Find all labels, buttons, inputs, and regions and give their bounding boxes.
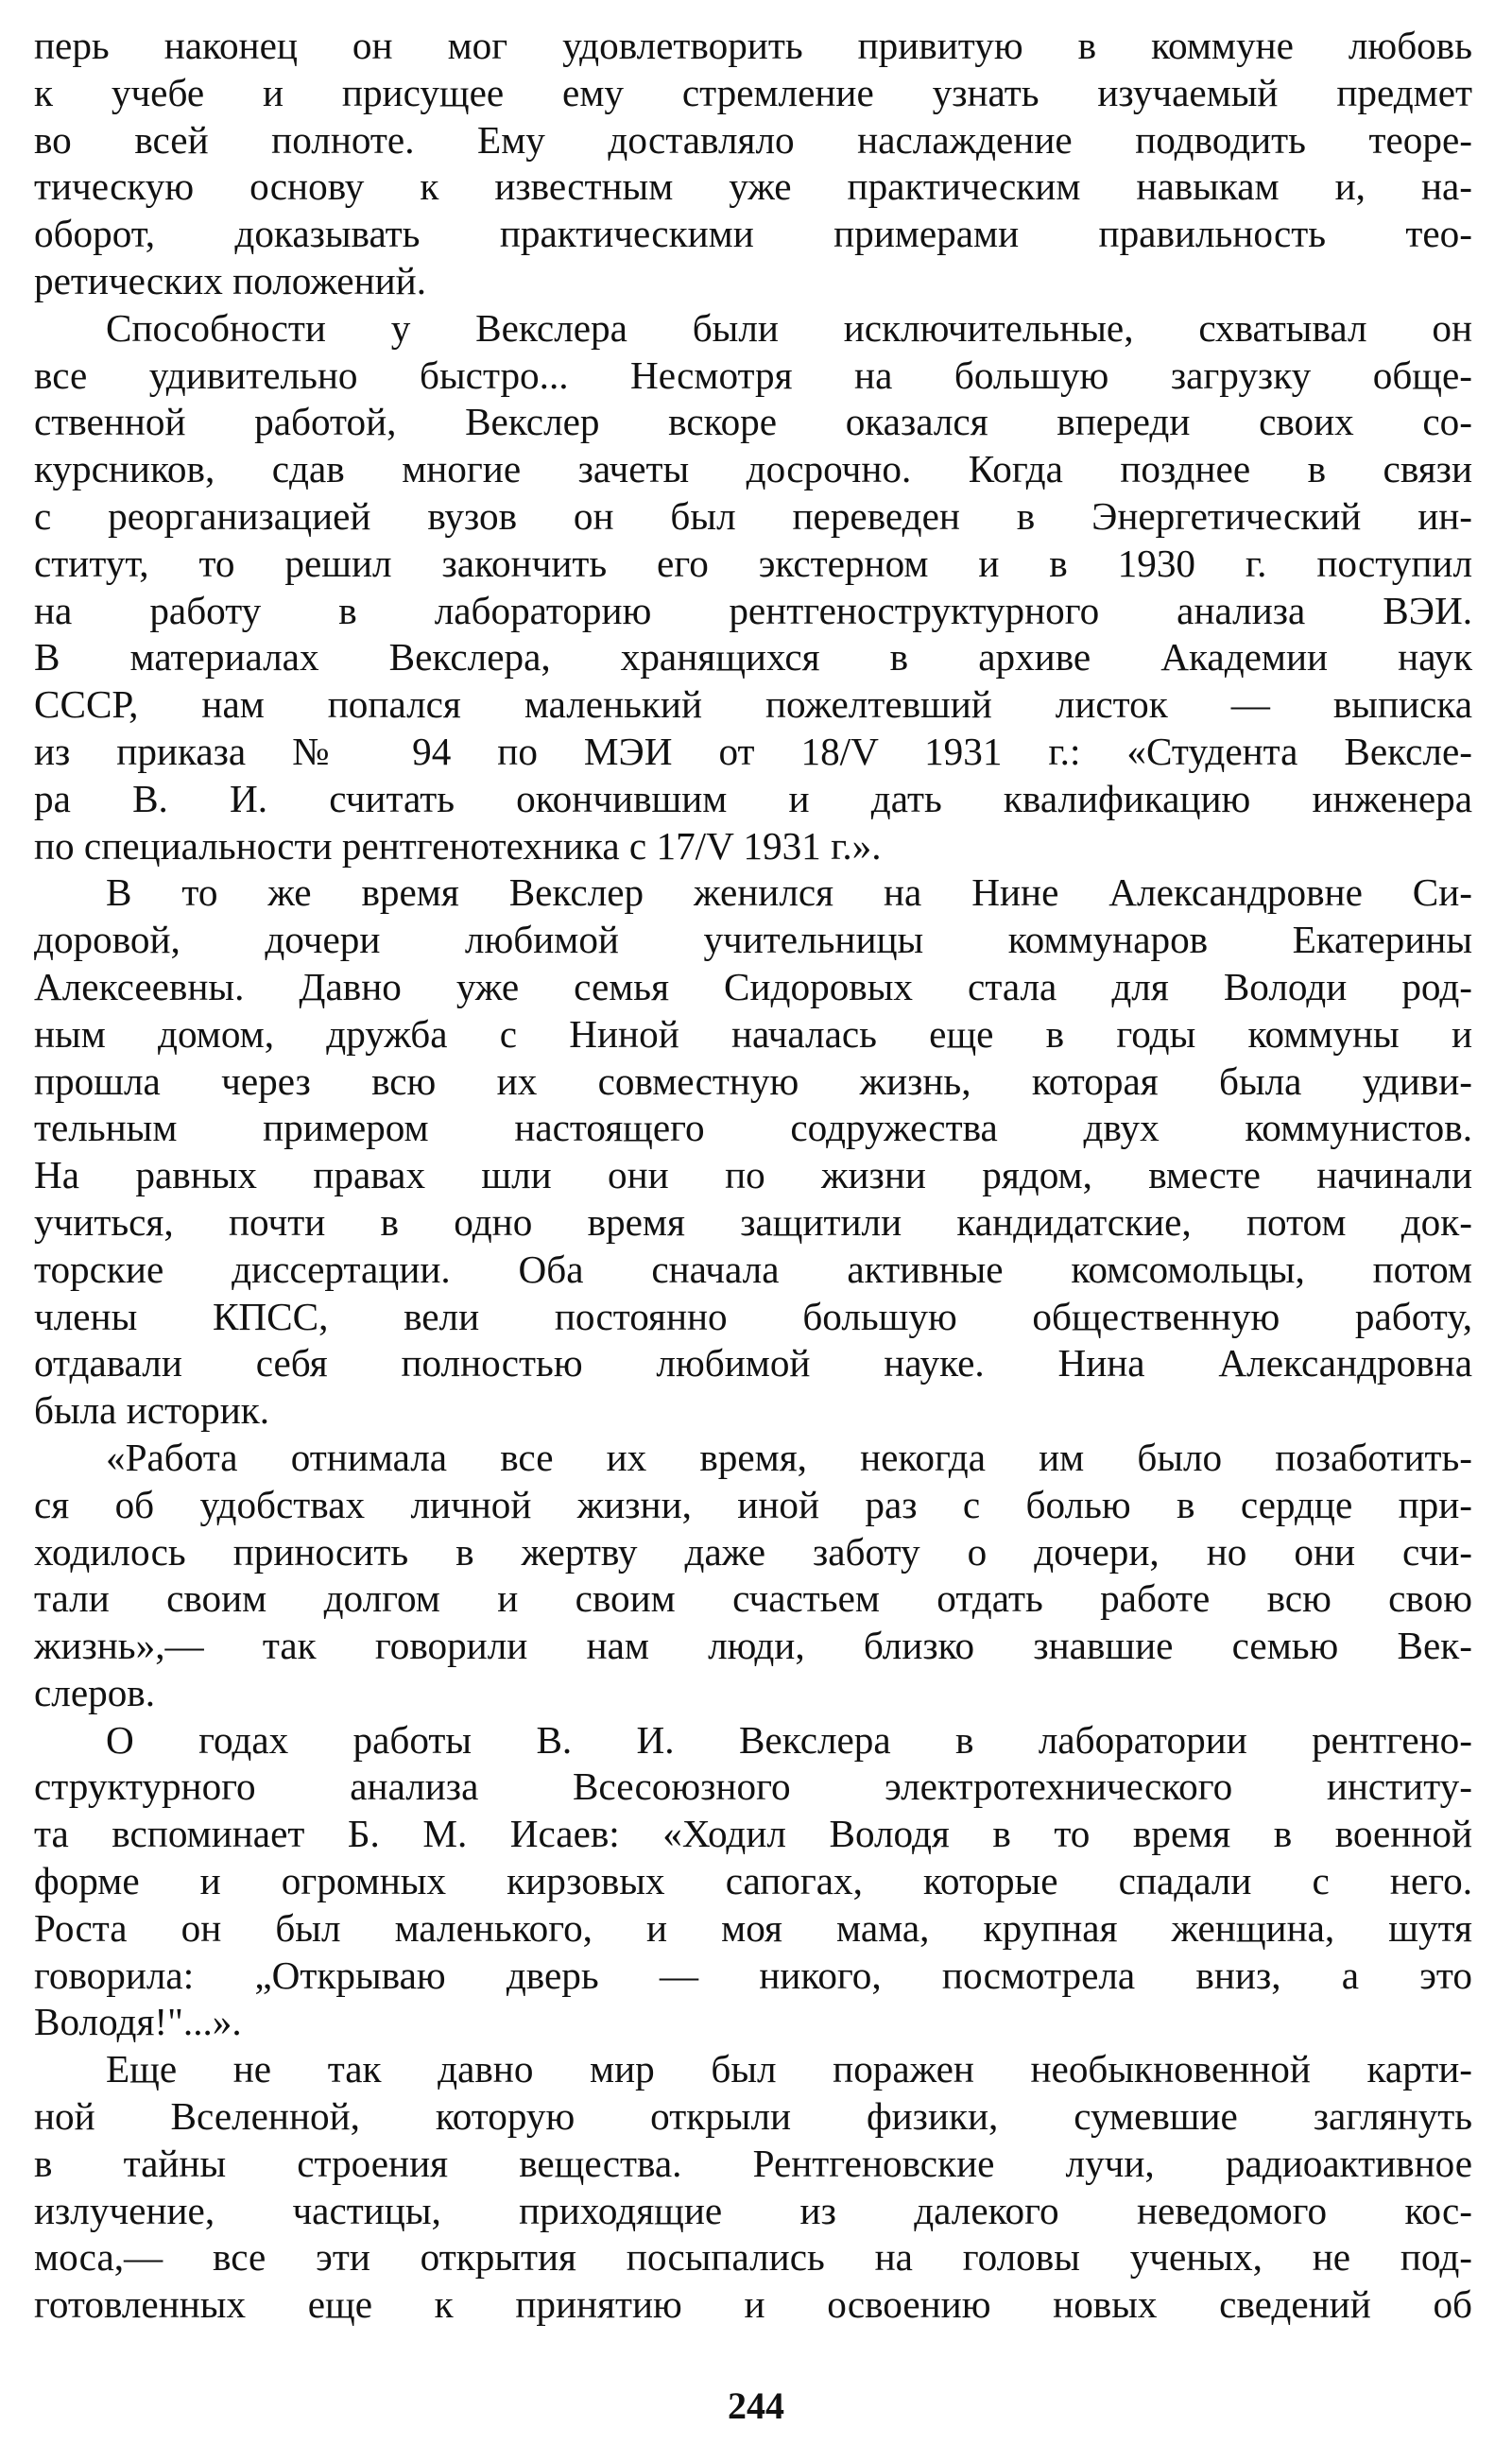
text-line: тическую основу к известным уже практическим навыкам и, на-: [34, 164, 1472, 209]
text-line: на работу в лабораторию рентгеноструктурного анализа ВЭИ.: [34, 588, 1472, 632]
paragraph: [34, 2046, 1472, 2329]
text-line: торские диссертации. Оба сначала активные комсомольцы, потом: [34, 1247, 1472, 1291]
page-text: [34, 23, 1472, 2329]
text-line: была историк.: [34, 1388, 270, 1433]
text-line: форме и огромных кирзовых сапогах, которые спадали с него.: [34, 1859, 1472, 1903]
text-line: ститут, то решил закончить его экстерном и в 1930 г. поступил: [34, 541, 1472, 585]
text-line: ходилось приносить в жертву даже заботу о дочери, но они счи-: [34, 1529, 1472, 1574]
text-line: ра В. И. считать окончившим и дать квалификацию инженера: [34, 776, 1472, 820]
paragraph: [34, 305, 1472, 870]
text-line: ной Вселенной, которую открыли физики, сумевшие заглянуть: [34, 2094, 1472, 2139]
text-line: СССР, нам попался маленький пожелтевший листок — выписка: [34, 682, 1472, 727]
text-line: жизнь»,— так говорили нам люди, близко знавшие семью Век-: [34, 1624, 1472, 1668]
text-line: В материалах Векслера, хранящихся в архиве Академии наук: [34, 635, 1472, 680]
text-line: оборот, доказывать практическими примерами правильность тео-: [34, 212, 1472, 256]
text-line: слеров.: [34, 1670, 156, 1714]
text-line: из приказа № 94 по МЭИ от 18/V 1931 г.: «Студента Вексле-: [34, 729, 1472, 773]
text-line: тельным примером настоящего содружества двух коммунистов.: [34, 1106, 1472, 1150]
text-line: по специальности рентгенотехника с 17/V 1931 г.».: [34, 823, 882, 868]
text-line: Володя!"...».: [34, 2000, 242, 2044]
text-line: ся об удобствах личной жизни, иной раз с болью в сердце при-: [34, 1482, 1472, 1526]
text-line: ным домом, дружба с Ниной началась еще в годы коммуны и: [34, 1011, 1472, 1056]
text-line: Способности у Векслера были исключительные, схватывал он: [106, 305, 1472, 350]
text-line: к учебе и присущее ему стремление узнать изучаемый предмет: [34, 70, 1472, 114]
text-line: О годах работы В. И. Векслера в лаборатории рентгено-: [106, 1717, 1472, 1762]
text-line: прошла через всю их совместную жизнь, которая была удиви-: [34, 1058, 1472, 1103]
text-line: «Работа отнимала все их время, некогда им было позаботить-: [106, 1435, 1472, 1479]
text-line: излучение, частицы, приходящие из далекого неведомого кос-: [34, 2188, 1472, 2232]
text-line: в тайны строения вещества. Рентгеновские лучи, радиоактивное: [34, 2141, 1472, 2185]
text-line: тали своим долгом и своим счастьем отдать работе всю свою: [34, 1576, 1472, 1621]
text-line: структурного анализа Всесоюзного электротехнического институ-: [34, 1764, 1472, 1809]
text-line: курсников, сдав многие зачеты досрочно. Когда позднее в связи: [34, 447, 1472, 491]
text-line: с реорганизацией вузов он был переведен в Энергетический ин-: [34, 493, 1472, 538]
text-line: доровой, дочери любимой учительницы коммунаров Екатерины: [34, 918, 1472, 962]
text-line: члены КПСС, вели постоянно большую общественную работу,: [34, 1294, 1472, 1338]
text-line: все удивительно быстро... Несмотря на большую загрузку обще-: [34, 353, 1472, 397]
text-line: Еще не так давно мир был поражен необыкновенной карти-: [106, 2047, 1472, 2091]
page-number: 244: [728, 2384, 784, 2427]
paragraph: [34, 1435, 1472, 1717]
text-line: отдавали себя полностью любимой науке. Нина Александровна: [34, 1341, 1472, 1385]
text-line: Алексеевны. Давно уже семья Сидоровых стала для Володи род-: [34, 964, 1472, 1008]
text-line: Роста он был маленького, и моя мама, крупная женщина, шутя: [34, 1905, 1472, 1950]
text-line: во всей полноте. Ему доставляло наслаждение подводить теоре-: [34, 117, 1472, 162]
paragraph: [34, 1717, 1472, 2047]
text-line: В то же время Векслер женился на Нине Александровне Си-: [106, 870, 1472, 915]
paragraph: [34, 869, 1472, 1435]
text-line: ственной работой, Векслер вскоре оказался впереди своих со-: [34, 400, 1472, 444]
text-line: учиться, почти в одно время защитили кандидатские, потом док-: [34, 1199, 1472, 1244]
text-line: На равных правах шли они по жизни рядом, вместе начинали: [34, 1153, 1472, 1197]
text-line: перь наконец он мог удовлетворить привитую в коммуне любовь: [34, 24, 1472, 67]
text-line: готовленных еще к принятию и освоению новых сведений об: [34, 2282, 1472, 2327]
paragraph: [34, 23, 1472, 305]
text-line: моса,— все эти открытия посыпались на головы ученых, не под-: [34, 2235, 1472, 2280]
text-line: ретических положений.: [34, 258, 426, 302]
text-line: та вспоминает Б. М. Исаев: «Ходил Володя в то время в военной: [34, 1812, 1472, 1856]
text-line: говорила: „Открываю дверь — никого, посмотрела вниз, а это: [34, 1953, 1472, 1997]
